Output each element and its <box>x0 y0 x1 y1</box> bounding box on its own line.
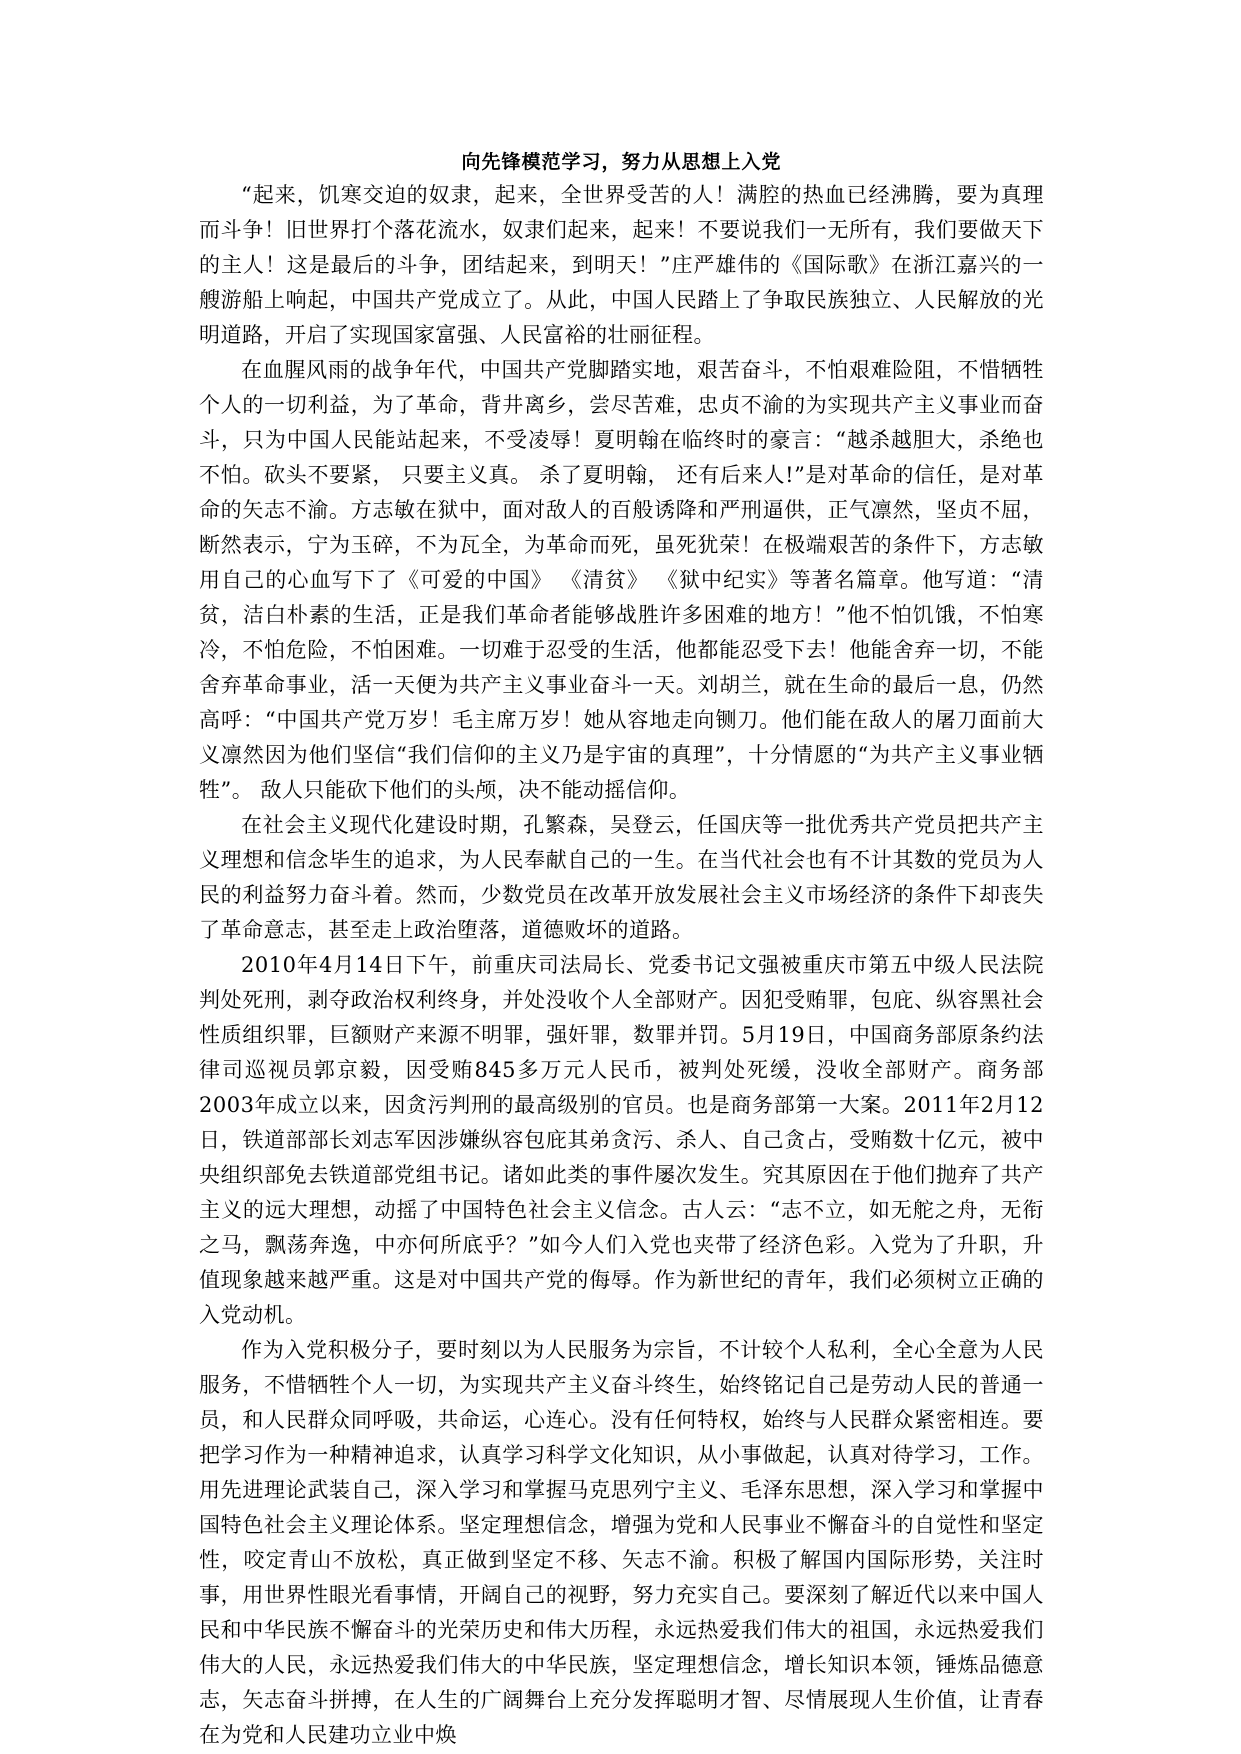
paragraph-modernization: 在社会主义现代化建设时期，孔繁森，吴登云，任国庆等一批优秀共产党员把共产主义理想和信念毕生的追求，为人民奉献自己的一生。在当代社会也有不计其数的党员为人民的利益努力奋斗着。然而，少数党员在改革开放发展社会主义市场经济的条件下却丧失了革命意志，甚至走上政治堕落，道德败坏的道路。 <box>199 813 1044 942</box>
document-page <box>199 148 1044 1753</box>
document-title: 向先锋模范学习，努力从思想上入党 <box>461 151 782 173</box>
paragraph-internationale: “起来，饥寒交迫的奴隶，起来，全世界受苦的人！满腔的热血已经沸腾，要为真理而斗争！旧世界打个落花流水，奴隶们起来，起来！不要说我们一无所有，我们要做天下的主人！这是最后的斗争，团结起来，到明天！”庄严雄伟的《国际歌》在浙江嘉兴的一艘游船上响起，中国共产党成立了。从此，中国人民踏上了争取民族独立、人民解放的光明道路，开启了实现国家富强、人民富裕的壮丽征程。 <box>199 183 1044 347</box>
paragraph-activist-duty: 作为入党积极分子，要时刻以为人民服务为宗旨，不计较个人私利，全心全意为人民服务，不惜牺牲个人一切，为实现共产主义奋斗终生，始终铭记自己是劳动人民的普通一员，和人民群众同呼吸，共命运，心连心。没有任何特权，始终与人民群众紧密相连。要把学习作为一种精神追求，认真学习科学文化知识，从小事做起，认真对待学习，工作。用先进理论武装自己，深入学习和掌握马克思列宁主义、毛泽东思想，深入学习和掌握中国特色社会主义理论体系。坚定理想信念，增强为党和人民事业不懈奋斗的自觉性和坚定性，咬定青山不放松，真正做到坚定不移、矢志不渝。积极了解国内国际形势，关注时事，用世界性眼光看事情，开阔自己的视野，努力充实自己。要深刻了解近代以来中国人民和中华民族不懈奋斗的光荣历史和伟大历程，永远热爱我们伟大的祖国，永远热爱我们伟大的人民，永远热爱我们伟大的中华民族，坚定理想信念，增长知识本领，锤炼品德意志，矢志奋斗拼搏，在人生的广阔舞台上充分发挥聪明才智、尽情展现人生价值，让青春在为党和人民建功立业中焕 <box>199 1338 1044 1747</box>
paragraph-war-years: 在血腥风雨的战争年代，中国共产党脚踏实地，艰苦奋斗，不怕艰难险阻，不惜牺牲个人的一切利益，为了革命，背井离乡，尝尽苦难，忠贞不渝的为实现共产主义事业而奋斗，只为中国人民能站起来，不受凌辱！夏明翰在临终时的豪言：“越杀越胆大，杀绝也不怕。砍头不要紧， 只要主义真。 杀了夏明翰， 还有后来人!”是对革命的信任，是对革命的矢志不渝。方志敏在狱中，面对敌人的百般诱降和严刑逼供，正气凛然，坚贞不屈，断然表示，宁为玉碎，不为瓦全，为革命而死，虽死犹荣！在极端艰苦的条件下，方志敏用自己的心血写下了《可爱的中国》 《清贫》 《狱中纪实》等著名篇章。他写道：“清贫，洁白朴素的生活，正是我们革命者能够战胜许多困难的地方！”他不怕饥饿，不怕寒冷，不怕危险，不怕困难。一切难于忍受的生活，他都能忍受下去！他能舍弃一切，不能舍弃革命事业，活一天便为共产主义事业奋斗一天。刘胡兰，就在生命的最后一息，仍然高呼：“中国共产党万岁！毛主席万岁！她从容地走向铡刀。他们能在敌人的屠刀面前大义凛然因为他们坚信“我们信仰的主义乃是宇宙的真理”，十分情愿的“为共产主义事业牺牲”。 敌人只能砍下他们的头颅，决不能动摇信仰。 <box>199 358 1044 802</box>
paragraph-corruption-cases: 2010年4月14日下午，前重庆司法局长、党委书记文强被重庆市第五中级人民法院判处死刑，剥夺政治权利终身，并处没收个人全部财产。因犯受贿罪，包庇、纵容黑社会性质组织罪，巨额财产来源不明罪，强奸罪，数罪并罚。5月19日，中国商务部原条约法律司巡视员郭京毅，因受贿845多万元人民币，被判处死缓，没收全部财产。商务部2003年成立以来，因贪污判刑的最高级别的官员。也是商务部第一大案。2011年2月12日，铁道部部长刘志军因涉嫌纵容包庇其弟贪污、杀人、自己贪占，受贿数十亿元，被中央组织部免去铁道部党组书记。诸如此类的事件屡次发生。究其原因在于他们抛弃了共产主义的远大理想，动摇了中国特色社会主义信念。古人云：“志不立，如无舵之舟，无衔之马，飘荡奔逸，中亦何所底乎？”如今人们入党也夹带了经济色彩。入党为了升职，升值现象越来越严重。这是对中国共产党的侮辱。作为新世纪的青年，我们必须树立正确的入党动机。 <box>199 953 1044 1327</box>
